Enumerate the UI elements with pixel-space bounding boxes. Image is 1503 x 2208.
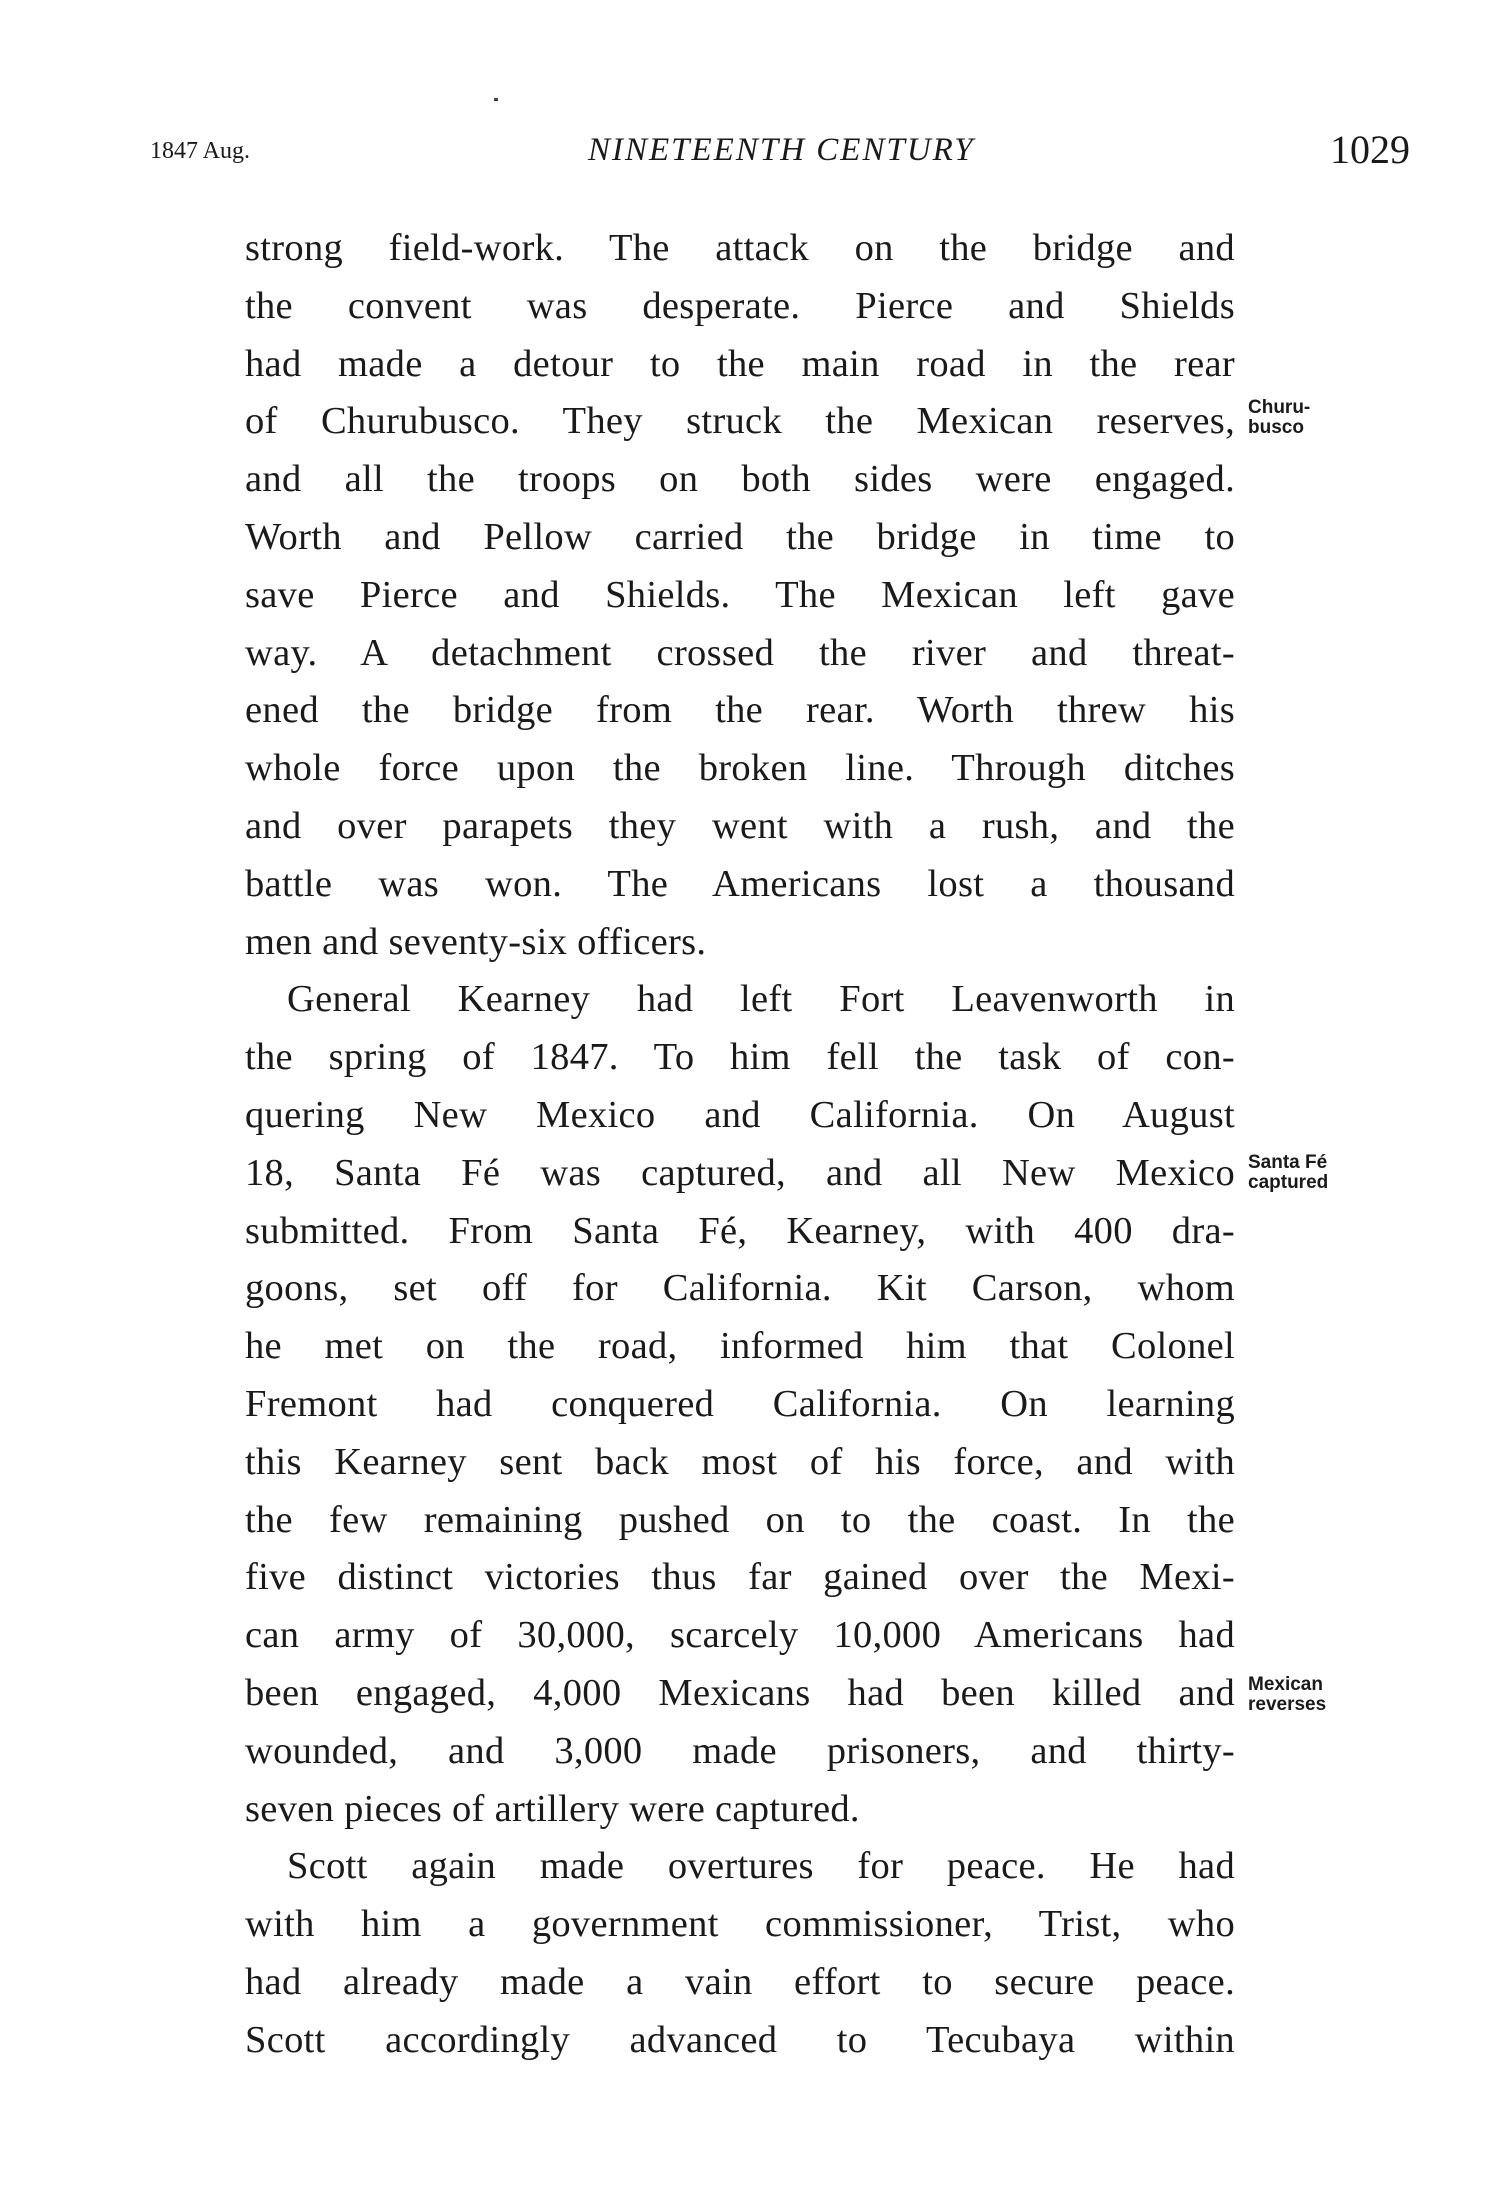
text-line: the few remaining pushed on to the coast. In the — [245, 1498, 1235, 1541]
text-line: with him a government commissioner, Trist, who — [245, 1903, 1235, 1946]
text-line: the spring of 1847. To him fell the task of con- — [245, 1036, 1235, 1079]
sidenote-line: Churu- — [1248, 397, 1311, 418]
sidenote-santa-fe — [1248, 1153, 1368, 1193]
header-date: 1847 Aug. — [150, 138, 251, 164]
text-line: whole force upon the broken line. Through ditches — [245, 747, 1235, 790]
text-line: strong field-work. The attack on the bridge and — [245, 227, 1235, 269]
text-line: seven pieces of artillery were captured. — [245, 1787, 860, 1830]
text-line: had made a detour to the main road in the rear — [245, 342, 1235, 385]
text-line: Scott again made overtures for peace. He had — [287, 1845, 1235, 1888]
text-line: goons, set off for California. Kit Carson, whom — [245, 1267, 1235, 1310]
sidenote-line: reverses — [1248, 1694, 1327, 1715]
page-number: 1029 — [1330, 127, 1410, 172]
sidenote-churubusco — [1248, 398, 1368, 438]
sidenote-line: Mexican — [1248, 1674, 1323, 1695]
text-line: men and seventy-six officers. — [245, 920, 707, 963]
running-head — [150, 128, 1410, 188]
text-line: and all the troops on both sides were engaged. — [245, 458, 1235, 501]
text-line: had already made a vain effort to secure peace. — [245, 1960, 1235, 2003]
sidenote-mexican-reverses — [1248, 1675, 1368, 1715]
text-line: quering New Mexico and California. On August — [245, 1093, 1235, 1136]
text-line: save Pierce and Shields. The Mexican left gave — [245, 573, 1235, 616]
print-speck — [494, 98, 498, 101]
body-text — [245, 220, 1235, 2070]
text-line: 18, Santa Fé was captured, and all New Mexico — [245, 1151, 1235, 1194]
text-line: submitted. From Santa Fé, Kearney, with 400 dra- — [245, 1209, 1235, 1252]
sidenote-line: Santa Fé — [1248, 1152, 1328, 1173]
text-line: he met on the road, informed him that Colonel — [245, 1325, 1235, 1368]
text-line: ened the bridge from the rear. Worth threw his — [245, 689, 1235, 732]
text-line: way. A detachment crossed the river and threat- — [245, 631, 1235, 674]
text-line: can army of 30,000, scarcely 10,000 Americans had — [245, 1614, 1235, 1657]
text-line: Scott accordingly advanced to Tecubaya within — [245, 2018, 1235, 2061]
text-line: of Churubusco. They struck the Mexican reserves, — [245, 400, 1235, 443]
sidenote-line: busco — [1248, 417, 1304, 438]
text-line: Worth and Pellow carried the bridge in time to — [245, 515, 1235, 558]
text-line: the convent was desperate. Pierce and Shields — [245, 284, 1235, 327]
text-line: General Kearney had left Fort Leavenworth in — [287, 978, 1235, 1021]
text-line: wounded, and 3,000 made prisoners, and thirty- — [245, 1729, 1235, 1772]
text-line: five distinct victories thus far gained over the Mexi- — [245, 1556, 1235, 1599]
text-line: battle was won. The Americans lost a thousand — [245, 862, 1235, 905]
text-line: and over parapets they went with a rush, and the — [245, 804, 1235, 847]
text-line: this Kearney sent back most of his force, and with — [245, 1440, 1235, 1483]
header-title: NINETEENTH CENTURY — [588, 132, 975, 168]
text-line: been engaged, 4,000 Mexicans had been killed and — [245, 1671, 1235, 1714]
sidenote-line: captured — [1248, 1172, 1329, 1193]
text-line: Fremont had conquered California. On learning — [245, 1382, 1235, 1425]
